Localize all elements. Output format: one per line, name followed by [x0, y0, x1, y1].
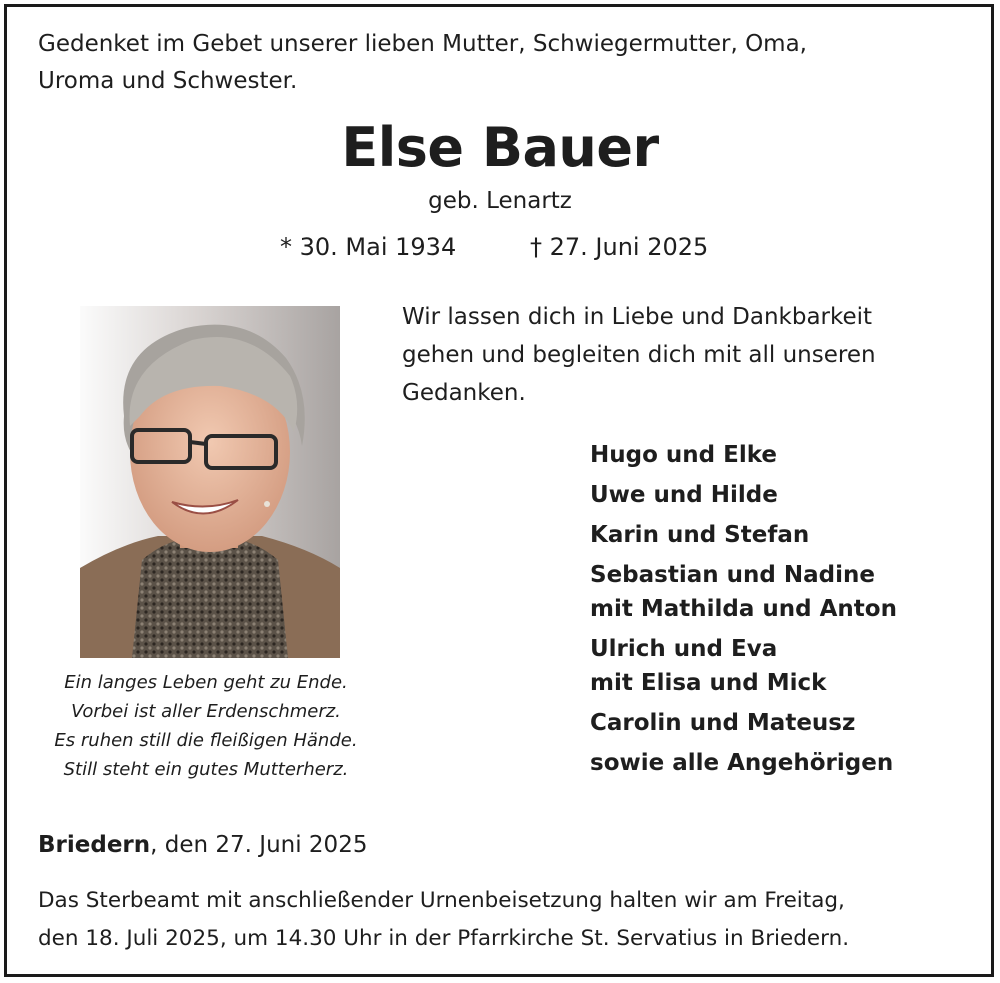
- place-date-line: [38, 826, 367, 864]
- mourner-entry: Karin und Stefan: [590, 522, 810, 548]
- intro-line-1: Gedenket im Gebet unserer lieben Mutter, Schwiegermutter, Oma,: [38, 31, 807, 57]
- mourner-entry: mit Elisa und Mick: [590, 670, 827, 696]
- quote-line: gehen und begleiten dich mit all unseren: [402, 342, 876, 368]
- mourner-entry: Hugo und Elke: [590, 442, 777, 468]
- poem-line: Es ruhen still die fleißigen Hände.: [54, 730, 358, 751]
- death-date: † 27. Juni 2025: [530, 233, 709, 261]
- funeral-info: [38, 882, 849, 958]
- deceased-name: Else Bauer: [341, 116, 659, 179]
- mourner-entry: sowie alle Angehörigen: [590, 750, 894, 776]
- poem-line: Still steht ein gutes Mutterherz.: [63, 759, 349, 780]
- quote-line: Gedanken.: [402, 380, 526, 406]
- memorial-poem: [30, 668, 382, 784]
- funeral-line-2: den 18. Juli 2025, um 14.30 Uhr in der Pfarrkirche St. Servatius in Briedern.: [38, 926, 850, 951]
- place-town: Briedern: [38, 832, 151, 858]
- mourner-entry: Ulrich und Eva: [590, 636, 778, 662]
- mourner-entry: Uwe und Hilde: [590, 482, 778, 508]
- mourner-entry: Sebastian und Nadine: [590, 562, 875, 588]
- born-name: geb. Lenartz: [428, 188, 572, 214]
- mourners-list: [590, 438, 897, 780]
- farewell-quote: [402, 298, 876, 412]
- intro-text: [38, 26, 807, 100]
- mourner-entry: mit Mathilda und Anton: [590, 596, 897, 622]
- quote-line: Wir lassen dich in Liebe und Dankbarkeit: [402, 304, 873, 330]
- funeral-line-1: Das Sterbeamt mit anschließender Urnenbeisetzung halten wir am Freitag,: [38, 888, 845, 913]
- birth-date: * 30. Mai 1934: [280, 233, 457, 261]
- poem-line: Vorbei ist aller Erdenschmerz.: [71, 701, 341, 722]
- mourner-entry: Carolin und Mateusz: [590, 710, 856, 736]
- poem-line: Ein langes Leben geht zu Ende.: [64, 672, 348, 693]
- place-date: , den 27. Juni 2025: [150, 832, 368, 858]
- portrait-photo: [80, 306, 340, 658]
- intro-line-2: Uroma und Schwester.: [38, 68, 298, 94]
